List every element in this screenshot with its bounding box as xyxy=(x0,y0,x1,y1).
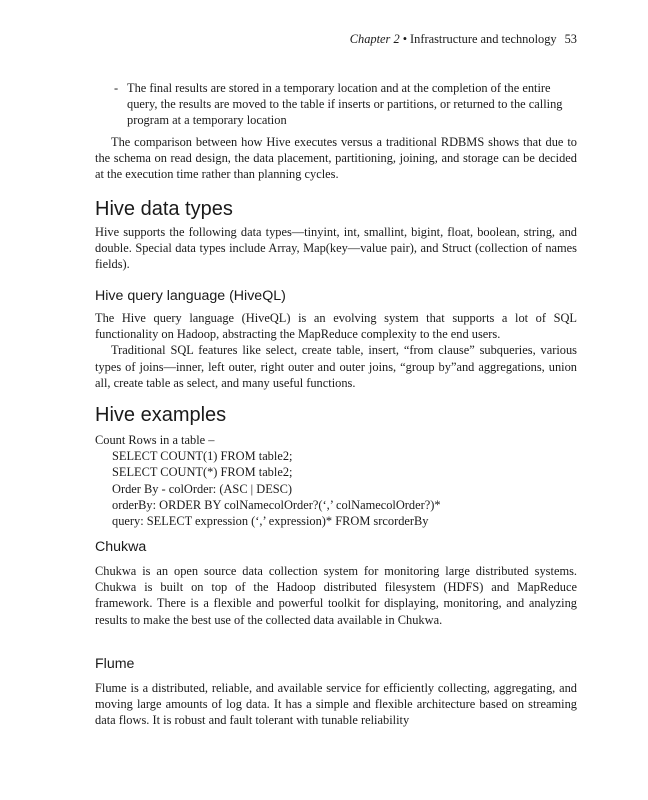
code-line: SELECT COUNT(*) FROM table2; xyxy=(112,465,293,480)
running-header xyxy=(95,31,577,47)
flume-paragraph: Flume is a distributed, reliable, and available service for efficiently collecting, aggregating, and moving large amounts of log data. It has a simple and flexible architecture based on streaming data flows. It is robust and fault tolerant with tunable reliability xyxy=(95,681,577,728)
code-line: Order By - colOrder: (ASC | DESC) xyxy=(112,481,293,496)
examples-intro: Count Rows in a table – xyxy=(95,433,215,447)
bullet-dash: - xyxy=(114,81,119,95)
code-line: orderBy: ORDER BY colNamecolOrder?(‘,’ colNamecolOrder?)* xyxy=(112,497,441,512)
flume-paragraph-block xyxy=(95,680,577,729)
data-types-paragraph-block xyxy=(95,224,577,273)
code-line: SELECT COUNT(1) FROM table2; xyxy=(112,449,293,464)
hiveql-paragraph-1: The Hive query language (HiveQL) is an evolving system that supports a lot of SQL functionality on Hadoop, abstracting the MapReduce complexity to the end users. xyxy=(95,311,577,342)
header-bullet: • xyxy=(402,32,408,46)
heading-hive-data-types: Hive data types xyxy=(95,198,233,220)
code-line: query: SELECT expression (‘,’ expression)* FROM srcorderBy xyxy=(112,514,429,529)
examples-block xyxy=(95,432,577,529)
comparison-paragraph-block xyxy=(95,134,577,183)
section-title: Infrastructure and technology xyxy=(410,32,557,46)
chukwa-paragraph: Chukwa is an open source data collection system for monitoring large distributed systems. Chukwa is built on top of the Hadoop distributed filesystem (HDFS) and MapReduce framework. There is a flexible and powerful toolkit for displaying, monitoring, and analyzing results to make the best use of the collected data available in Chukwa. xyxy=(95,564,577,627)
chukwa-paragraph-block xyxy=(95,563,577,628)
hiveql-paragraph-block xyxy=(95,310,577,391)
bullet-item-final-results xyxy=(114,80,567,129)
heading-hive-examples: Hive examples xyxy=(95,404,227,426)
data-types-paragraph: Hive supports the following data types—tinyint, int, smallint, bigint, float, boolean, string, and double. Special data types include Array, Map(key—value pair), and Struct (collection of names fields). xyxy=(95,225,577,272)
chapter-label: Chapter 2 xyxy=(349,32,400,46)
heading-chukwa: Chukwa xyxy=(95,539,147,555)
heading-hiveql: Hive query language (HiveQL) xyxy=(95,288,286,304)
comparison-paragraph: The comparison between how Hive executes versus a traditional RDBMS shows that due to the schema on read design, the data placement, partitioning, joining, and storage can be decided at the execution time rather than planning cycles. xyxy=(95,135,577,182)
hiveql-paragraph-2: Traditional SQL features like select, create table, insert, “from clause” subqueries, various types of joins—inner, left outer, right outer and outer joins, “group by”and aggregations, union all, create table as select, and many useful functions. xyxy=(95,343,577,390)
bullet-text: The final results are stored in a temporary location and at the completion of the entire query, the results are moved to the table if inserts or partitions, or returned to the calling program at a temporary location xyxy=(127,81,563,128)
page-number: 53 xyxy=(564,32,577,46)
heading-flume: Flume xyxy=(95,656,135,672)
